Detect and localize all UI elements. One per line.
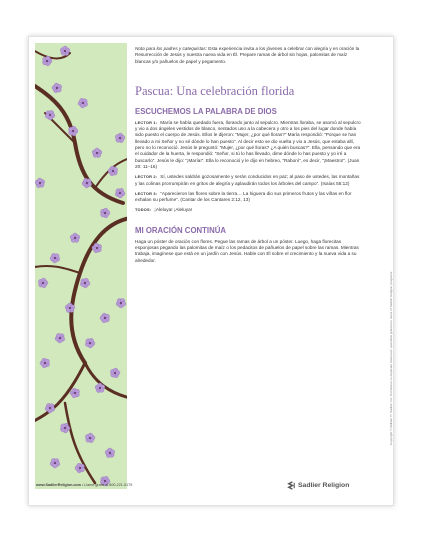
- blossom-flower: [75, 463, 85, 473]
- reading-text: María se había quedado fuera, llorando junto al sepulcro. Mientras lloraba, se asomó al sepulcro y vio a dos ángeles vestidos de blanco, sentados uno a la cabecera y otro a los pies del lugar donde había sido puesto el cuerpo de Jesús. Ellos le dijeron: “Mujer, ¿por qué lloras?” María respondió: “Porque se han llevado a mi Señor y no sé dónde lo han puesto”. Al decir esto se dio vuelta y vio a Jesús, que estaba allí, pero no lo reconoció. Jesús le preguntó: “Mujer, ¿por qué lloras? ¿A quién buscas?”. Ella, pensando que era el cuidador de la huerta, le respondió: “Señor, si tú lo has llevado, dime dónde lo has puesto y yo iré a buscarlo”. Jesús le dijo: “¡María!”. Ella lo reconoció y le dijo en hebreo, “Raboní”, es decir, “¡Maestro!”. (Juan 20: 11–16): [135, 119, 361, 169]
- copyright-side-text: [384, 65, 394, 445]
- blossom-banner: [35, 43, 127, 489]
- blossom-flower: [85, 338, 95, 348]
- blossom-flower: [115, 133, 125, 143]
- blossom-flower: [92, 148, 102, 158]
- page-title: Pascua: Una celebración florida: [135, 83, 295, 98]
- reader-label: LECTOR 1:: [135, 119, 158, 125]
- blossom-flower: [100, 313, 110, 323]
- reader-label: TODOS:: [135, 207, 152, 213]
- blossom-flower: [70, 388, 80, 398]
- parent-note: [135, 46, 361, 65]
- note-label: Nota para los padres y catequistas:: [135, 46, 208, 51]
- blossom-flower: [82, 178, 92, 188]
- reading-3: [135, 191, 361, 204]
- worksheet-content: [135, 46, 361, 268]
- reading-text: “Aparecieron las flores sobre la tierra… La higuera dio sus primeros frutos y las viñas en flor exhalan su perfume”. (Cantar de los Cantares 2:12, 13): [135, 190, 352, 203]
- blossom-flower: [85, 433, 95, 443]
- section-heading-word: ESCUCHEMOS LA PALABRA DE DIOS: [135, 106, 277, 116]
- footer-phone: • Llame gratis al 800-221-5175: [80, 483, 133, 487]
- blossom-flower: [105, 448, 115, 458]
- reader-label: LECTOR 3:: [135, 190, 158, 196]
- reading-text: Sí, ustedes saldrán gozosamente y serán conducidos en paz; al paso de ustedes, las montañas y las colinas prorrumpirán en gritos de alegría y aplaudirán todos los árboles del campo”. (Isaías 55:12): [135, 174, 360, 186]
- reading-text: ¡Aleluya! ¡Aleluya!: [154, 207, 193, 213]
- blossom-flower: [70, 233, 80, 243]
- blossom-flower: [50, 253, 60, 263]
- sadlier-logo: [287, 481, 349, 490]
- blossom-flower: [35, 178, 45, 188]
- blossom-flower: [110, 368, 120, 378]
- blossom-flower: [116, 298, 126, 308]
- blossom-branch-illustration: [35, 43, 127, 489]
- reading-1: [135, 120, 361, 170]
- footer-website: www.SadlierReligion.com: [36, 483, 81, 487]
- blossom-flower: [115, 188, 125, 198]
- blossom-flower: [68, 126, 78, 136]
- reader-label: LECTOR 2:: [135, 174, 158, 180]
- copyright-text: Copyright © William H. Sadlier, Inc. Permission to duplicate classroom quantities granted to users of Sadlier Religion programs.: [389, 270, 393, 445]
- footer-contact: [36, 483, 132, 487]
- prayer-text: Haga un póster de oración con flores. Pegue las ramas de árbol a un póster. Luego, haga florecitas esponjosas pegando las palomitas de maíz o los pedacitos de pañuelos de papel sobre las ramas. Mientras trabaja, imagínese que está en un jardín con Jesús. Hable con Él sobre el crecimiento y la nueva vida a su alrededor.: [135, 238, 359, 263]
- blossom-flower: [40, 358, 50, 368]
- worksheet-page: [28, 36, 394, 506]
- blossom-flower: [45, 110, 55, 120]
- section-heading-prayer: MI ORACIÓN CONTINÚA: [135, 225, 226, 235]
- blossom-flower: [108, 166, 118, 176]
- reading-2: [135, 174, 361, 187]
- blossom-flower: [52, 83, 62, 93]
- blossom-flower: [78, 98, 88, 108]
- blossom-flower: [50, 458, 60, 468]
- note-text: Esta experiencia invita a los jóvenes a celebrar con alegría y en oración la Resurrección de Jesús y nuestra nueva vida en Él. Prepare ramas de árbol sin hojas, palomitas de maíz blancas y/o pañuelos de papel y pegamento.: [135, 46, 360, 64]
- blossom-flower: [100, 208, 110, 218]
- blossom-flower: [80, 278, 90, 288]
- reading-all: [135, 207, 361, 213]
- sadlier-logo-icon: [287, 481, 296, 490]
- blossom-flower: [60, 46, 70, 56]
- blossom-flower: [55, 333, 65, 343]
- blossom-flower: [38, 278, 48, 288]
- logo-text: Sadlier Religion: [298, 482, 350, 489]
